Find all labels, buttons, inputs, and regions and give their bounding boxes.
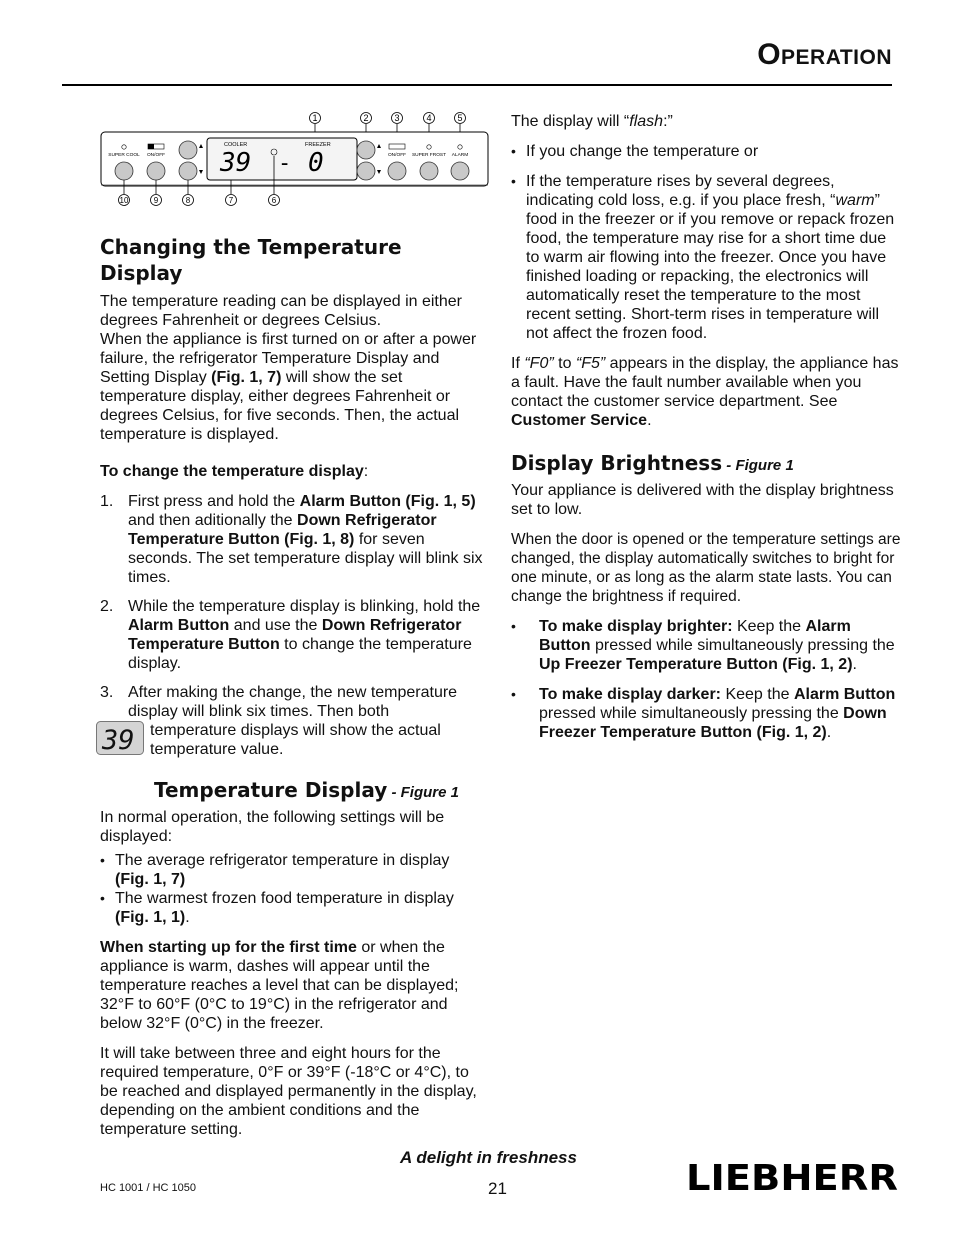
svg-text:10: 10: [119, 196, 129, 205]
svg-text:6: 6: [271, 196, 277, 205]
svg-text:1: 1: [312, 113, 318, 123]
steps-list: [100, 492, 485, 721]
svg-text:8: 8: [185, 196, 191, 205]
svg-text:ALARM: ALARM: [451, 153, 469, 158]
svg-text:ON/OFF: ON/OFF: [387, 153, 407, 158]
svg-text:SUPER COOL: SUPER COOL: [108, 153, 140, 158]
paragraph-normal-operation: In normal operation, the following settings will be displayed:: [100, 809, 445, 845]
list-item-change-temp: • If you change the temperature or: [511, 142, 903, 161]
list-item-temp-rise: • If the temperature rises by several degrees, indicating cold loss, e.g. if you place fresh, “warm” food in the freezer or if you remove or repack frozen food, the temperature may rise for a short time due to warm air flowing into the freezer. Once you have finished loading or repacking, the electronics will automatically reset the temperature to the most recent setting. Short-term rises in temperature will not affect the frozen food.: [511, 172, 903, 343]
step-1: 1. First press and hold the Alarm Button (Fig. 1, 5) and then aditionally the Down Refrigerator Temperature Button (Fig. 1, 8) for seven seconds. The set temperature display will blink six times.: [100, 493, 483, 586]
svg-text:SUPER FROST: SUPER FROST: [411, 153, 447, 158]
svg-text:9: 9: [153, 196, 159, 205]
page-number: 21: [488, 1179, 507, 1198]
step-2: 2. While the temperature display is blinking, hold the Alarm Button and use the Down Refrigerator Temperature Button to change the temperature display.: [100, 598, 481, 672]
fridge-temp-readout: 39: [220, 148, 252, 178]
svg-text:FREEZER: FREEZER: [305, 142, 331, 148]
list-item-brighter: • To make display brighter: Keep the Alarm Button pressed while simultaneously pressing the Up Freezer Temperature Button (Fig. 1, 2).: [511, 617, 903, 674]
svg-text:7: 7: [228, 196, 234, 205]
heading-display-brightness: Display Brightness - Figure 1: [511, 451, 794, 475]
brand-slogan: A delight in freshness: [400, 1148, 577, 1167]
title-rule: [62, 84, 892, 86]
paragraph-first-startup: When starting up for the first time or when the appliance is warm, dashes will appear until the temperature reaches a level that can be displayed; 32°F to 60°F (0°C to 19°C) in the refrigerator and below 32°F (0°C) in the freezer.: [100, 939, 459, 1032]
temperature-display-icon: [96, 721, 144, 755]
list-item-frozen-food-temp: • The warmest frozen food temperature in display (Fig. 1, 1).: [100, 889, 485, 927]
liebherr-logo: [686, 1160, 900, 1194]
paragraph-to-change: To change the temperature display:: [100, 463, 369, 480]
svg-text:4: 4: [426, 113, 432, 123]
paragraph-flash: The display will “flash:”: [511, 113, 673, 130]
right-column: [511, 112, 903, 742]
page-title: Operation: [757, 38, 892, 71]
left-column: [100, 100, 485, 1139]
list-item-refrigerator-temp: • The average refrigerator temperature in display (Fig. 1, 7): [100, 851, 485, 889]
svg-text:39: 39: [102, 725, 135, 755]
paragraph-units: The temperature reading can be displayed in either degrees Fahrenheit or degrees Celsius.: [100, 293, 462, 329]
step-3-continued: 39 temperature displays will show the actual temperature value.: [96, 721, 485, 759]
paragraph-brightness-auto: When the door is opened or the temperature settings are changed, the display automatically switches to bright for one minute, or as long as the alarm state lasts. You can change the brightness if required.: [511, 531, 901, 605]
heading-temperature-display: Temperature Display - Figure 1: [154, 778, 459, 802]
svg-text:LIEBHERR: LIEBHERR: [686, 1160, 898, 1194]
step-3: 3. After making the change, the new temperature display will blink six times. Then both: [100, 684, 458, 720]
display-settings-list: [100, 851, 485, 927]
paragraph-hours: It will take between three and eight hours for the required temperature, 0°F or 39°F (-18°C or 4°C), to be reached and displayed permanently in the display, depending on the ambient conditions and the temperature setting.: [100, 1045, 477, 1138]
flash-conditions-list: [511, 142, 903, 343]
model-number: HC 1001 / HC 1050: [100, 1182, 196, 1194]
svg-text:ON/OFF: ON/OFF: [146, 153, 166, 158]
list-item-darker: • To make display darker: Keep the Alarm Button pressed while simultaneously pressing the Down Freezer Temperature Button (Fig. 1, 2).: [511, 685, 903, 742]
svg-text:2: 2: [363, 113, 369, 123]
freezer-temp-readout: 0: [308, 148, 324, 178]
heading-changing-temperature-display: Changing the Temperature Display: [100, 235, 402, 285]
brightness-list: [511, 617, 903, 742]
svg-text:3: 3: [394, 113, 400, 123]
svg-text:COOLER: COOLER: [224, 142, 248, 148]
svg-text:5: 5: [457, 113, 463, 123]
dash-readout: -: [278, 151, 292, 176]
paragraph-power-failure: When the appliance is first turned on or after a power failure, the refrigerator Temperature Display and Setting Display (Fig. 1, 7) will show the set temperature display, either degrees Fahrenheit or degrees Celsius, for five seconds. Then, the actual temperature is displayed.: [100, 331, 477, 443]
paragraph-fault-codes: If “F0” to “F5” appears in the display, the appliance has a fault. Have the fault number available when you contact the customer service department. See Customer Service.: [511, 355, 899, 429]
paragraph-brightness-default: Your appliance is delivered with the display brightness set to low.: [511, 482, 894, 518]
